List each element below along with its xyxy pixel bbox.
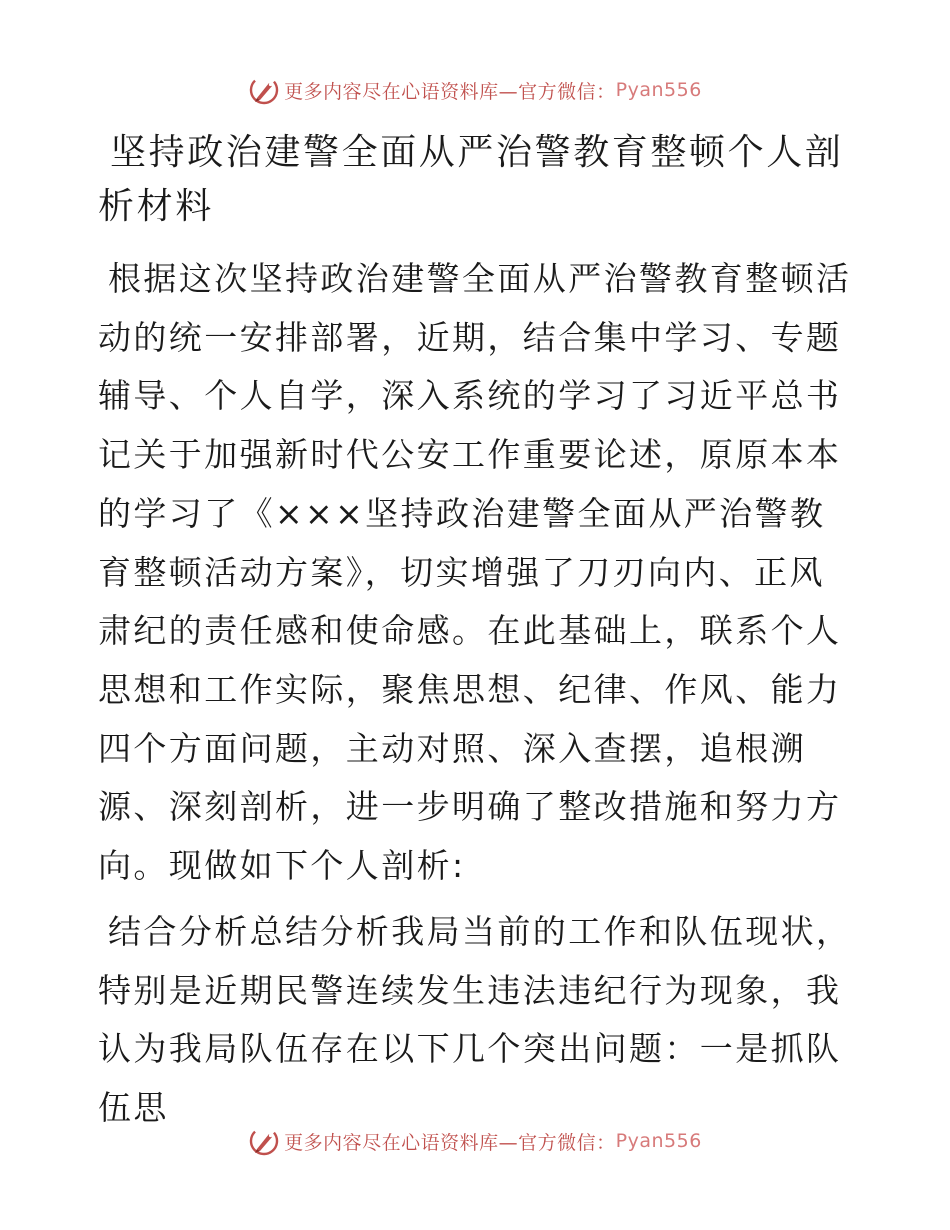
- pen-logo-icon: [248, 1125, 280, 1157]
- banner-text: 更多内容尽在心语资料库—官方微信：: [284, 1131, 616, 1154]
- footer-watermark-banner: [0, 1121, 950, 1161]
- banner-wechat-id: Pyan556: [615, 79, 702, 101]
- header-watermark-banner: [0, 70, 950, 110]
- banner-wechat-id: Pyan556: [615, 1130, 702, 1152]
- pen-logo-icon: [248, 74, 280, 106]
- banner-text: 更多内容尽在心语资料库—官方微信：: [284, 80, 616, 103]
- document-title: 坚持政治建警全面从严治警教育整顿个人剖析材料: [98, 132, 844, 227]
- paragraph-intro: 根据这次坚持政治建警全面从严治警教育整顿活动的统一安排部署，近期，结合集中学习、专题辅导、个人自学，深入系统的学习了习近平总书记关于加强新时代公安工作重要论述，原原本本的学习了《×××坚持政治建警全面从严治警教育整顿活动方案》，切实增强了刀刃向内、正风肃纪的责任感和使命感。在此基础上，联系个人思想和工作实际，聚焦思想、纪律、作风、能力四个方面问题，主动对照、深入查摆，追根溯源、深刻剖析，进一步明确了整改措施和努力方向。现做如下个人剖析:: [98, 259, 852, 886]
- paragraph-analysis: 结合分析总结分析我局当前的工作和队伍现状，特别是近期民警连续发生违法违纪行为现象，我认为我局队伍存在以下几个突出问题：一是抓队伍思: [98, 912, 852, 1128]
